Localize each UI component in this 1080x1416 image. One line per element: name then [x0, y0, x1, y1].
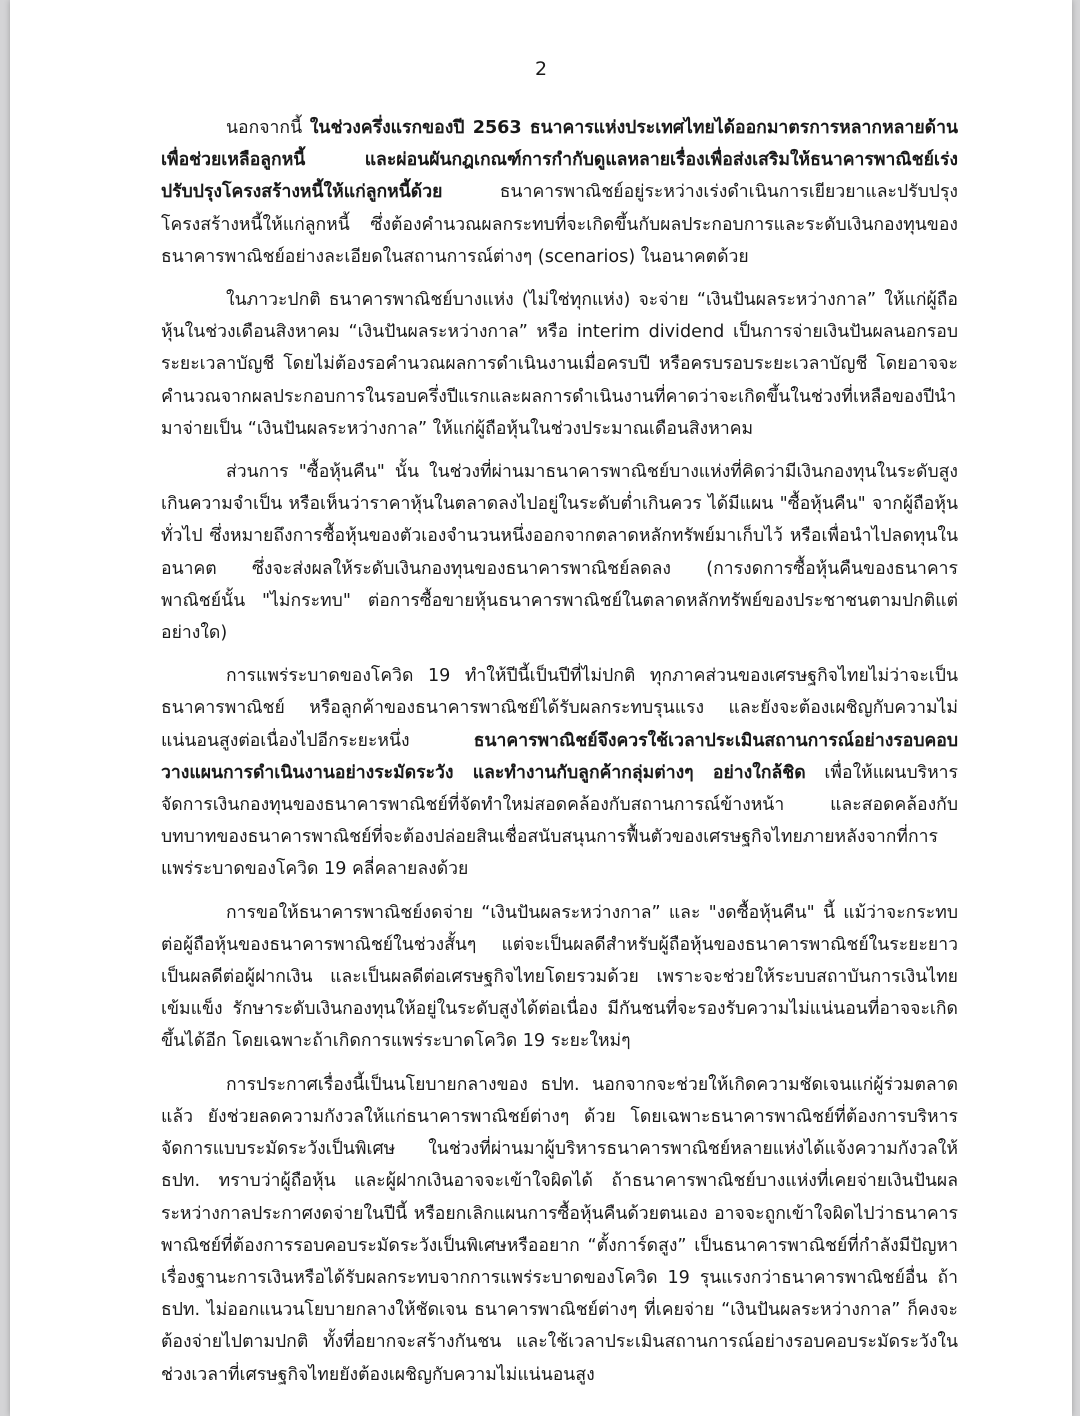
document-page — [10, 0, 1072, 1416]
paragraph-text: ในภาวะปกติ ธนาคารพาณิชย์บางแห่ง (ไม่ใช่ทุกแห่ง) จะจ่าย “เงินปันผลระหว่างกาล” ให้แก่ผู้ถือหุ้นในช่วงเดือนสิงหาคม “เงินปันผลระหว่างกาล” หรือ interim dividend เป็นการจ่ายเงินปันผลนอกรอบระยะเวลาบัญชี โดยไม่ต้องรอคำนวณผลการดำเนินงานเมื่อครบปี หรือครบรอบระยะเวลาบัญชี โดยอาจจะคำนวณจากผลประกอบการในรอบครึ่งปีแรกและผลการดำเนินงานที่คาดว่าจะเกิดขึ้นในช่วงที่เหลือของปีนำมาจ่ายเป็น “เงินปันผลระหว่างกาล” ให้แก่ผู้ถือหุ้นในช่วงประมาณเดือนสิงหาคม — [161, 290, 958, 439]
paragraph-interim-dividend — [161, 284, 958, 445]
paragraph-central-policy — [161, 1069, 958, 1391]
paragraph-text: ส่วนการ "ซื้อหุ้นคืน" นั้น ในช่วงที่ผ่านมาธนาคารพาณิชย์บางแห่งที่คิดว่ามีเงินกองทุนในระดับสูงเกินความจำเป็น หรือเห็นว่าราคาหุ้นในตลาดลงไปอยู่ในระดับต่ำเกินควร ได้มีแผน "ซื้อหุ้นคืน" จากผู้ถือหุ้นทั่วไป ซึ่งหมายถึงการซื้อหุ้นของตัวเองจำนวนหนึ่งออกจากตลาดหลักทรัพย์มาเก็บไว้ หรือเพื่อนำไปลดทุนในอนาคต ซึ่งจะส่งผลให้ระดับเงินกองทุนของธนาคารพาณิชย์ลดลง (การงดการซื้อหุ้นคืนของธนาคารพาณิชย์นั้น "ไม่กระทบ" ต่อการซื้อขายหุ้นธนาคารพาณิชย์ในตลาดหลักทรัพย์ของประชาชนตามปกติแต่อย่างใด) — [161, 462, 958, 644]
page-number: 2 — [534, 58, 548, 80]
paragraph-relief-measures — [161, 112, 958, 273]
paragraph-text: การแพร่ระบาดของโควิด 19 ทำให้ปีนี้เป็นปีที่ไม่ปกติ ทุกภาคส่วนของเศรษฐกิจไทยไม่ว่าจะเป็นธนาคารพาณิชย์ หรือลูกค้าของธนาคารพาณิชย์ได้รับผลกระทบรุนแรง และยังจะต้องเผชิญกับความไม่แน่นอนสูงต่อเนื่องไปอีกระยะหนึ่ง — [161, 666, 958, 751]
paragraph-bold-text: ธนาคารพาณิชย์จึงควรใช้เวลาประเมินสถานการณ์อย่างรอบคอบ วางแผนการดำเนินงานอย่างระมัดระวัง และทำงานกับลูกค้ากลุ่มต่างๆ อย่างใกล้ชิด — [161, 730, 958, 783]
paragraph-text: นอกจากนี้ — [226, 118, 310, 138]
paragraph-text: การขอให้ธนาคารพาณิชย์งดจ่าย “เงินปันผลระหว่างกาล” และ "งดซื้อหุ้นคืน" นี้ แม้ว่าจะกระทบต่อผู้ถือหุ้นของธนาคารพาณิชย์ในช่วงสั้นๆ แต่จะเป็นผลดีสำหรับผู้ถือหุ้นของธนาคารพาณิชย์ในระยะยาว เป็นผลดีต่อผู้ฝากเงิน และเป็นผลดีต่อเศรษฐกิจไทยโดยรวมด้วย เพราะจะช่วยให้ระบบสถาบันการเงินไทยเข้มแข็ง รักษาระดับเงินกองทุนให้อยู่ในระดับสูงได้ต่อเนื่อง มีกันชนที่จะรองรับความไม่แน่นอนที่อาจจะเกิดขึ้นได้อีก โดยเฉพาะถ้าเกิดการแพร่ระบาดโควิด 19 ระยะใหม่ๆ — [161, 902, 958, 1052]
paragraph-request-rationale — [161, 897, 958, 1058]
paragraph-text: ธนาคารพาณิชย์อยู่ระหว่างเร่งดำเนินการเยียวยาและปรับปรุงโครงสร้างหนี้ให้แก่ลูกหนี้ ซึ่งต้องคำนวณผลกระทบที่จะเกิดขึ้นกับผลประกอบการและระดับเงินกองทุนของธนาคารพาณิชย์อย่างละเอียดในสถานการณ์ต่างๆ (scenarios) ในอนาคตด้วย — [161, 182, 958, 267]
document-body — [161, 112, 958, 1402]
paragraph-text: เพื่อให้แผนบริหารจัดการเงินกองทุนของธนาคารพาณิชย์ที่จัดทำใหม่สอดคล้องกับสถานการณ์ข้างหน้า และสอดคล้องกับบทบาทของธนาคารพาณิชย์ที่จะต้องปล่อยสินเชื่อสนับสนุนการฟื้นตัวของเศรษฐกิจไทยภายหลังจากที่การแพร่ระบาดของโควิด 19 คลี่คลายลงด้วย — [161, 762, 958, 880]
paragraph-text: การประกาศเรื่องนี้เป็นนโยบายกลางของ ธปท. นอกจากจะช่วยให้เกิดความชัดเจนแก่ผู้ร่วมตลาดแล้ว ยังช่วยลดความกังวลให้แก่ธนาคารพาณิชย์ต่างๆ ด้วย โดยเฉพาะธนาคารพาณิชย์ที่ต้องการบริหารจัดการแบบระมัดระวังเป็นพิเศษ ในช่วงที่ผ่านมาผู้บริหารธนาคารพาณิชย์หลายแห่งได้แจ้งความกังวลให้ ธปท. ทราบว่าผู้ถือหุ้น และผู้ฝากเงินอาจจะเข้าใจผิดได้ ถ้าธนาคารพาณิชย์บางแห่งที่เคยจ่ายเงินปันผลระหว่างกาลประกาศงดจ่ายในปีนี้ หรือยกเลิกแผนการซื้อหุ้นคืนด้วยตนเอง อาจจะถูกเข้าใจผิดไปว่าธนาคารพาณิชย์ที่ต้องการรอบคอบระมัดระวังเป็นพิเศษหรืออยาก “ตั้งการ์ดสูง” เป็นธนาคารพาณิชย์ที่กำลังมีปัญหาเรื่องฐานะการเงินหรือได้รับผลกระทบจากการแพร่ระบาดของโควิด 19 รุนแรงกว่าธนาคารพาณิชย์อื่น ถ้า ธปท. ไม่ออกแนวนโยบายกลางให้ชัดเจน ธนาคารพาณิชย์ต่างๆ ที่เคยจ่าย “เงินปันผลระหว่างกาล” ก็คงจะต้องจ่ายไปตามปกติ ทั้งที่อยากจะสร้างกันชน และใช้เวลาประเมินสถานการณ์อย่างรอบคอบระมัดระวังในช่วงเวลาที่เศรษฐกิจไทยยังต้องเผชิญกับความไม่แน่นอนสูง — [161, 1074, 958, 1385]
paragraph-covid-impact — [161, 660, 958, 885]
paragraph-bold-text: ในช่วงครึ่งแรกของปี 2563 ธนาคารแห่งประเทศไทยได้ออกมาตรการหลากหลายด้านเพื่อช่วยเหลือลูกหนี้ และผ่อนผันกฎเกณฑ์การกำกับดูแลหลายเรื่องเพื่อส่งเสริมให้ธนาคารพาณิชย์เร่งปรับปรุงโครงสร้างหนี้ให้แก่ลูกหนี้ด้วย — [161, 118, 958, 203]
paragraph-share-buyback — [161, 456, 958, 649]
